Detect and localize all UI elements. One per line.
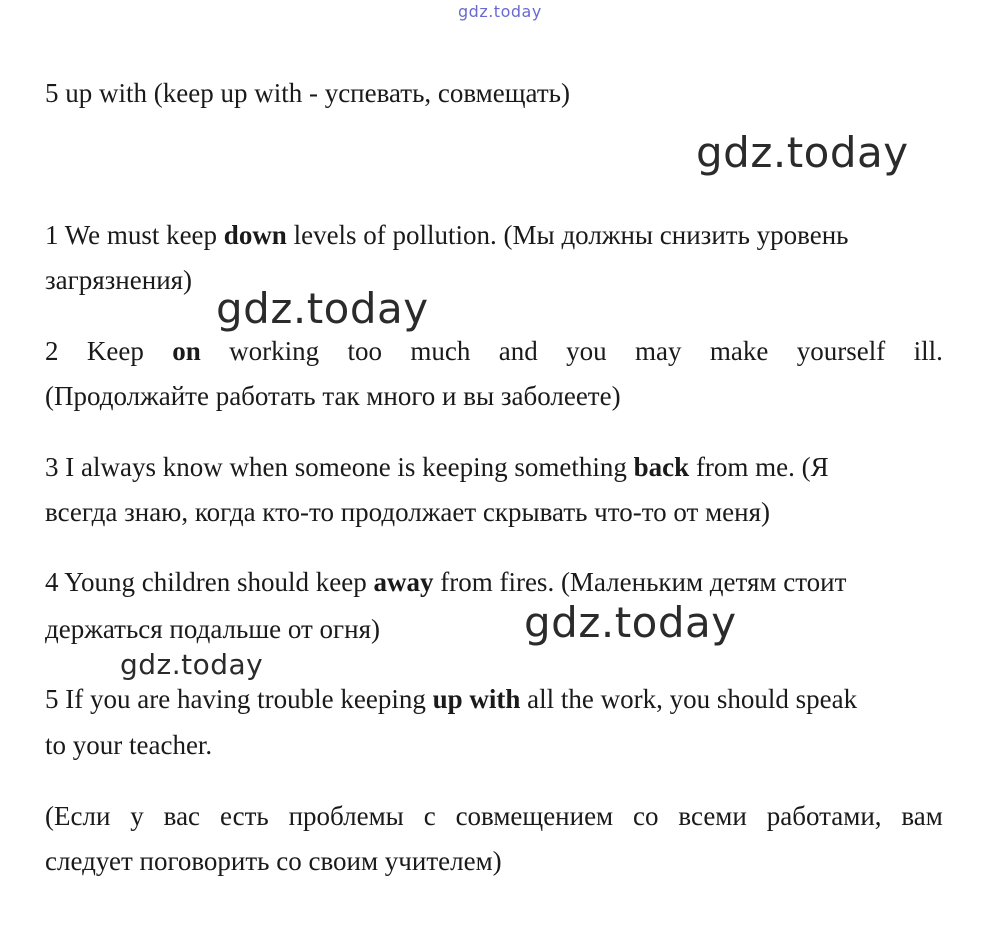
item-2-word: may bbox=[635, 336, 682, 366]
item-2-line-2: (Продолжайте работать так много и вы заболеете) bbox=[45, 381, 621, 411]
item-2-word: and bbox=[498, 336, 538, 366]
item-5-pre: 5 If you are having trouble keeping bbox=[45, 684, 426, 714]
item-3-answer: back bbox=[633, 452, 690, 482]
item-4-line-2: держаться подальше от огня) bbox=[45, 614, 380, 644]
item-3-post: from me. (Я bbox=[695, 452, 829, 482]
item-4-post: from fires. (Маленьким детям стоит bbox=[440, 567, 847, 597]
translation-word: у bbox=[130, 801, 144, 831]
item-5-translation-line-1 bbox=[45, 801, 943, 831]
item-5-line-1 bbox=[45, 684, 857, 714]
item-5-translation-line-2: следует поговорить со своим учителем) bbox=[45, 846, 502, 876]
translation-word: вас bbox=[163, 801, 201, 831]
translation-word: (Если bbox=[45, 801, 111, 831]
item-2-word: you bbox=[566, 336, 607, 366]
item-1-pre: 1 We must keep bbox=[45, 220, 218, 250]
item-1-line-2: загрязнения) bbox=[45, 265, 193, 295]
item-2-word: much bbox=[410, 336, 471, 366]
item-2-word: ill. bbox=[913, 336, 943, 366]
item-5-answer: up with bbox=[432, 684, 521, 714]
item-2-line-1 bbox=[45, 336, 943, 366]
item-2-word: Keep bbox=[86, 336, 144, 366]
item-1-answer: down bbox=[223, 220, 287, 250]
translation-word: есть bbox=[219, 801, 269, 831]
translation-word: совмещением bbox=[455, 801, 614, 831]
item-1-line-1 bbox=[45, 220, 849, 250]
watermark-large-2: gdz.today bbox=[216, 284, 429, 333]
item-5-line-2: to your teacher. bbox=[45, 730, 213, 760]
watermark-top: gdz.today bbox=[458, 2, 542, 21]
item-2-word: 2 bbox=[45, 336, 59, 366]
translation-word: со bbox=[633, 801, 659, 831]
translation-word: всеми bbox=[678, 801, 747, 831]
item-4-pre: 4 Young children should keep bbox=[45, 567, 367, 597]
translation-word: с bbox=[423, 801, 436, 831]
item-3-line-1 bbox=[45, 452, 829, 482]
translation-word: проблемы bbox=[288, 801, 404, 831]
translation-word: работами, bbox=[766, 801, 882, 831]
item-2-word: working bbox=[229, 336, 320, 366]
watermark-large-3: gdz.today bbox=[524, 598, 737, 647]
item-4-line-1 bbox=[45, 567, 846, 597]
item-2-word: too bbox=[347, 336, 383, 366]
item-2-answer: on bbox=[172, 336, 201, 366]
item-1-post: levels of pollution. (Мы должны снизить уровень bbox=[293, 220, 849, 250]
item-3-pre: 3 I always know when someone is keeping something bbox=[45, 452, 627, 482]
item-3-line-2: всегда знаю, когда кто-то продолжает скрывать что-то от меня) bbox=[45, 497, 771, 527]
item-2-word: yourself bbox=[796, 336, 886, 366]
item-2-word: make bbox=[709, 336, 769, 366]
item-4-answer: away bbox=[373, 567, 434, 597]
item-5-post: all the work, you should speak bbox=[527, 684, 858, 714]
watermark-small: gdz.today bbox=[120, 648, 264, 681]
heading-line: 5 up with (keep up with - успевать, совмещать) bbox=[45, 78, 570, 108]
watermark-large-1: gdz.today bbox=[696, 128, 909, 177]
translation-word: вам bbox=[901, 801, 943, 831]
